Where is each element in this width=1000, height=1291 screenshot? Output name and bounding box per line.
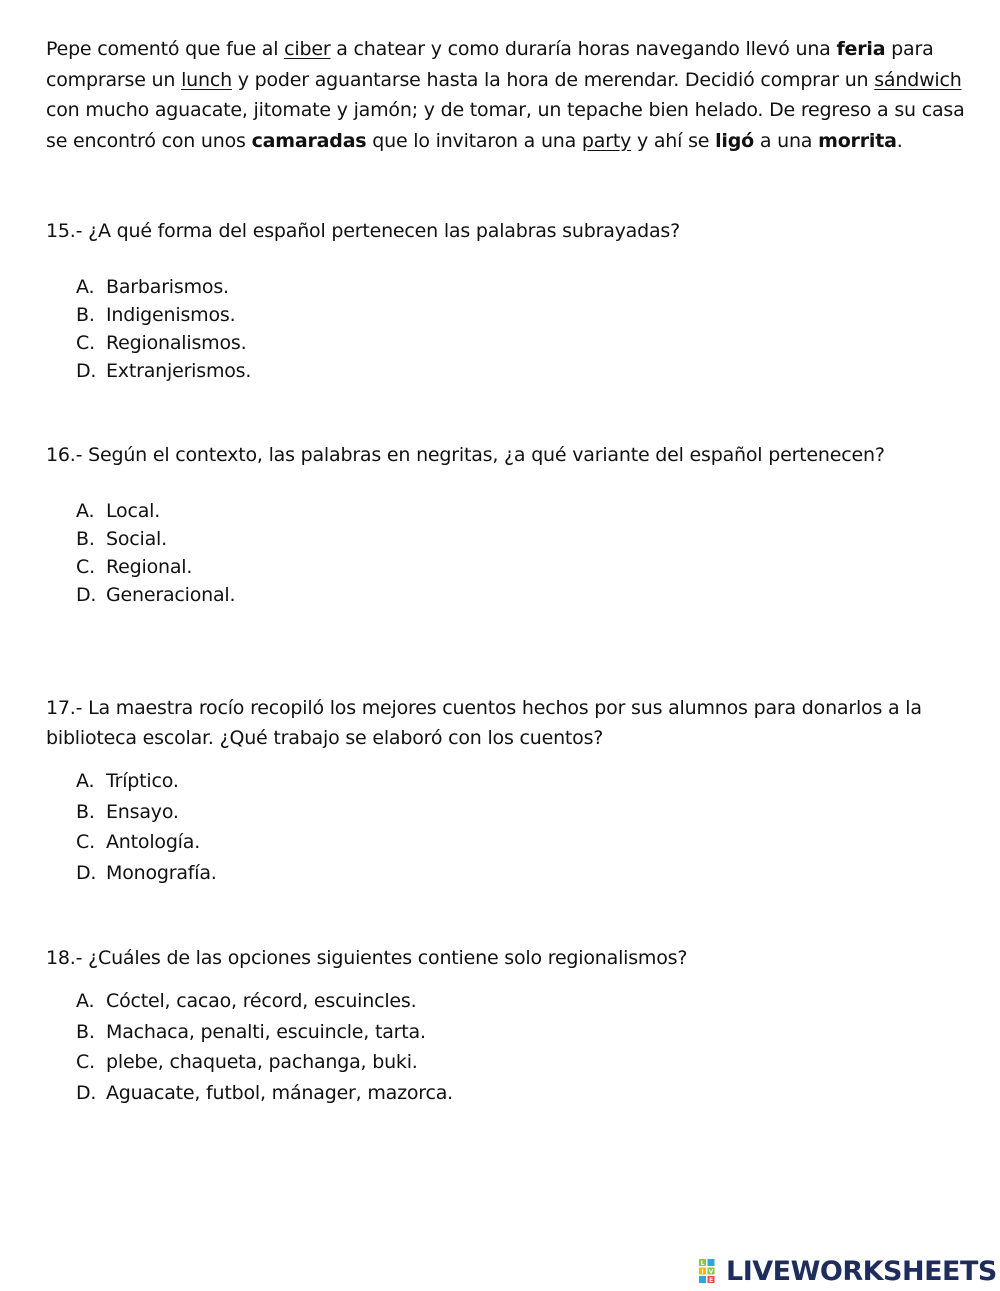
option-18-c[interactable]: C. plebe, chaqueta, pachanga, buki. <box>76 1051 418 1073</box>
option-15-c[interactable]: C. Regionalismos. <box>76 332 247 354</box>
option-15-a[interactable]: A. Barbarismos. <box>76 276 229 298</box>
question-17-options <box>76 766 217 888</box>
option-16-a[interactable]: A. Local. <box>76 500 161 522</box>
question-15: 15.- ¿A qué forma del español pertenecen las palabras subrayadas? <box>46 220 681 242</box>
bold-word-ligo: ligó <box>715 129 754 152</box>
option-18-a[interactable]: A. Cóctel, cacao, récord, escuincles. <box>76 990 417 1012</box>
option-17-d[interactable]: D. Monografía. <box>76 861 217 884</box>
option-17-b[interactable]: B. Ensayo. <box>76 800 179 823</box>
option-17-a[interactable]: A. Tríptico. <box>76 770 179 792</box>
question-18: 18.- ¿Cuáles de las opciones siguientes contiene solo regionalismos? <box>46 947 688 969</box>
svg-text:E: E <box>708 1277 714 1284</box>
bold-word-feria: feria <box>836 38 886 60</box>
svg-text:I: I <box>701 1268 704 1276</box>
liveworksheets-logo-text: LIVEWORKSHEETS <box>726 1255 997 1287</box>
bold-word-morrita: morrita <box>818 129 897 152</box>
liveworksheets-logo-icon <box>698 1258 724 1284</box>
option-18-d[interactable]: D. Aguacate, futbol, mánager, mazorca. <box>76 1081 454 1104</box>
question-16-options <box>76 497 235 609</box>
underlined-word-party: party <box>581 129 632 152</box>
reading-passage: Pepe comentó que fue al ciber a chatear y como duraría horas navegando llevó una feria para comprarse un lunch y poder aguantarse hasta la hora de merendar. Decidió comprar un sándwich con mucho aguacate, jitomate y jamón; y de tomar, un tepache bien helado. De regreso a su casa se encontró con unos camaradas que lo invitaron a una party y ahí se ligó a una morrita. <box>46 38 965 152</box>
question-16: 16.- Según el contexto, las palabras en negritas, ¿a qué variante del español pertenecen? <box>46 444 885 466</box>
option-16-d[interactable]: D. Generacional. <box>76 584 236 606</box>
underlined-word-ciber: ciber <box>284 38 331 60</box>
question-15-options <box>76 273 251 385</box>
question-17: 17.- La maestra rocío recopiló los mejores cuentos hechos por sus alumnos para donarlos a la biblioteca escolar. ¿Qué trabajo se elaboró con los cuentos? <box>46 697 922 749</box>
option-18-b[interactable]: B. Machaca, penalti, escuincle, tarta. <box>76 1020 426 1043</box>
option-15-b[interactable]: B. Indigenismos. <box>76 304 236 326</box>
option-15-d[interactable]: D. Extranjerismos. <box>76 360 252 382</box>
option-16-b[interactable]: B. Social. <box>76 528 167 550</box>
underlined-word-lunch: lunch <box>181 68 232 91</box>
svg-text:L: L <box>700 1260 705 1267</box>
option-16-c[interactable]: C. Regional. <box>76 556 193 578</box>
liveworksheets-logo <box>698 1256 997 1286</box>
svg-text:V: V <box>708 1268 714 1276</box>
question-18-options <box>76 986 453 1108</box>
option-17-c[interactable]: C. Antología. <box>76 831 201 853</box>
underlined-word-sandwich: sándwich <box>874 68 962 91</box>
bold-word-camaradas: camaradas <box>251 129 367 152</box>
